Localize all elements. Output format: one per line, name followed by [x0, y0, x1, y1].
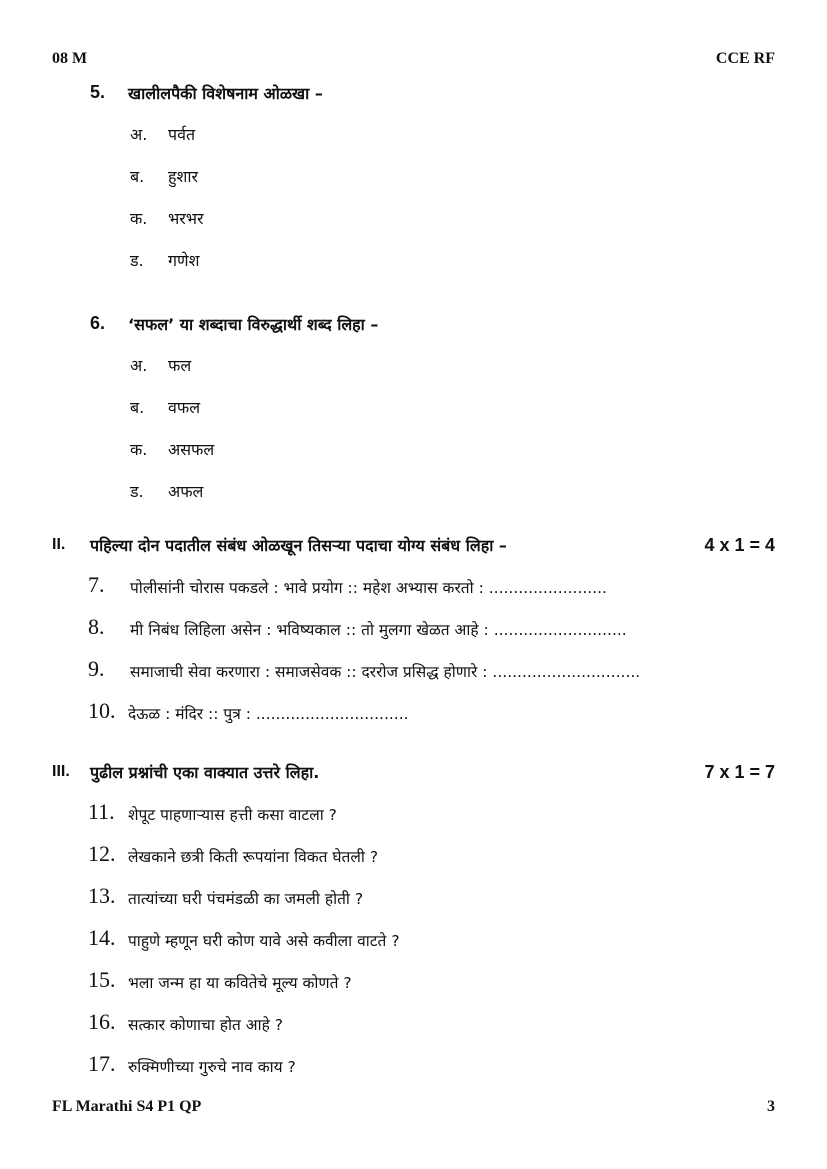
item-number: 8.	[88, 614, 105, 639]
section-title: पहिल्या दोन पदातील संबंध ओळखून तिसऱ्या पदाचा योग्य संबंध लिहा –	[90, 536, 507, 555]
item-text: सत्कार कोणाचा होत आहे ?	[128, 1016, 284, 1034]
item-text: तात्यांच्या घरी पंचमंडळी का जमली होती ?	[128, 890, 364, 908]
item-number: 9.	[88, 656, 105, 681]
option-text: भरभर	[168, 209, 204, 228]
section-title: पुढील प्रश्नांची एका वाक्यात उत्तरे लिहा.	[90, 763, 320, 782]
question-text: ‘सफल’ या शब्दाचा विरुद्धार्थी शब्द लिहा –	[128, 315, 379, 334]
item-text: पोलीसांनी चोरास पकडले : भावे प्रयोग :: महेश अभ्यास करतो : ........................	[130, 579, 607, 597]
header-left: 08 M	[52, 50, 88, 67]
option-text: पर्वत	[168, 125, 196, 144]
option-text: हुशार	[168, 167, 199, 186]
option-label: ब.	[130, 398, 145, 417]
item-text: समाजाची सेवा करणारा : समाजसेवक :: दररोज प्रसिद्ध होणारे : ..............................	[130, 663, 641, 681]
item-text: लेखकाने छत्री किती रूपयांना विकत घेतली ?	[128, 848, 379, 866]
question-number: 5.	[90, 82, 106, 102]
option-label: क.	[130, 440, 148, 459]
option-label: ड.	[130, 251, 144, 270]
item-number: 7.	[88, 572, 105, 597]
option-text: फल	[168, 356, 192, 375]
item-text: शेपूट पाहणाऱ्यास हत्ती कसा वाटला ?	[128, 806, 337, 824]
option-label: अ.	[130, 125, 148, 144]
option-label: ड.	[130, 482, 144, 501]
item-number: 10.	[88, 698, 116, 723]
option-text: अफल	[168, 482, 204, 501]
item-number: 17.	[88, 1051, 116, 1076]
option-text: असफल	[168, 440, 215, 459]
item-number: 13.	[88, 883, 116, 908]
section-number: III.	[52, 763, 70, 780]
item-number: 14.	[88, 925, 116, 950]
item-text: मी निबंध लिहिला असेन : भविष्यकाल :: तो मुलगा खेळत आहे : ...........................	[130, 621, 627, 639]
option-label: ब.	[130, 167, 145, 186]
item-number: 16.	[88, 1009, 116, 1034]
header-right: CCE RF	[715, 50, 775, 67]
item-text: भला जन्म हा या कवितेचे मूल्य कोणते ?	[128, 974, 352, 992]
question-number: 6.	[90, 313, 106, 333]
section-number: II.	[52, 536, 66, 553]
footer-left: FL Marathi S4 P1 QP	[52, 1098, 202, 1115]
item-number: 12.	[88, 841, 116, 866]
item-text: पाहुणे म्हणून घरी कोण यावे असे कवीला वाटते ?	[128, 932, 400, 950]
section-marks: 4 x 1 = 4	[704, 535, 775, 555]
item-text: रुक्मिणीच्या गुरुचे नाव काय ?	[128, 1058, 296, 1076]
option-text: वफल	[168, 398, 201, 417]
section-marks: 7 x 1 = 7	[704, 762, 775, 782]
option-label: क.	[130, 209, 148, 228]
option-label: अ.	[130, 356, 148, 375]
item-number: 11.	[88, 799, 115, 824]
option-text: गणेश	[168, 251, 200, 270]
item-text: देऊळ : मंदिर :: पुत्र : ...............................	[128, 705, 409, 723]
item-number: 15.	[88, 967, 116, 992]
question-text: खालीलपैकी विशेषनाम ओळखा –	[128, 84, 323, 103]
page-number: 3	[767, 1098, 775, 1115]
